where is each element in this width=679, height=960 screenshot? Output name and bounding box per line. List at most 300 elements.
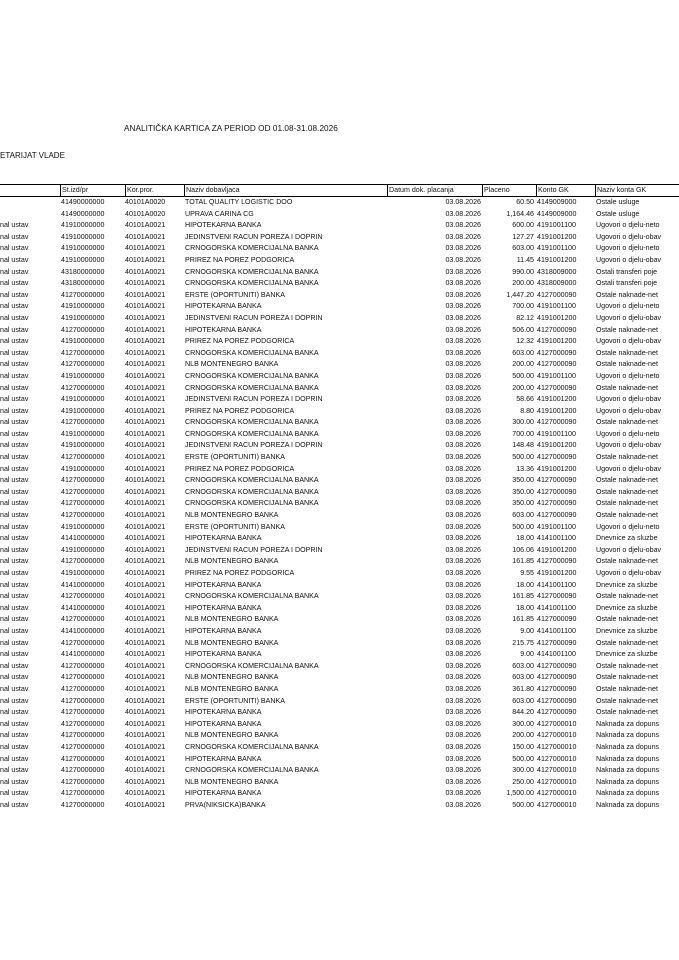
cell-korisnik-proracuna: 40101A0021	[125, 557, 166, 566]
cell-izvor-finansiranja: 41910000000	[61, 337, 105, 346]
cell-konto-gk: 4127000010	[537, 731, 577, 740]
cell-dobavljac-naziv: CRNOGORSKA KOMERCIJALNA BANKA	[185, 348, 319, 357]
cell-placeno-iznos: 13.36	[516, 464, 534, 473]
cell-naziv-konta-gk: Dnevnice za sluzbe	[596, 626, 658, 635]
cell-korisnik-proracuna: 40101A0021	[125, 777, 166, 786]
cell-dobavljac-naziv: PRIREZ NA POREZ PODGORICA	[185, 406, 295, 415]
cell-dobavljac-naziv: CRNOGORSKA KOMERCIJALNA BANKA	[185, 499, 319, 508]
cell-konto-gk: 4127000090	[537, 696, 577, 705]
cell-dobavljac-naziv: JEDINSTVENI RACUN POREZA I DOPRIN	[185, 395, 323, 404]
cell-placeno-iznos: 500.00	[512, 800, 534, 809]
cell-dobavljac-naziv: NLB MONTENEGRO BANKA	[185, 684, 279, 693]
cell-naziv-konta-gk: Ugovori o djelu-neto	[596, 522, 660, 531]
cell-dobavljac-naziv: NLB MONTENEGRO BANKA	[185, 638, 279, 647]
cell-placeno-iznos: 161.85	[512, 557, 534, 566]
cell-datum-placanja: 03.08.2026	[445, 522, 481, 531]
table-row	[0, 220, 679, 232]
cell-datum-placanja: 03.08.2026	[445, 673, 481, 682]
cell-datum-placanja: 03.08.2026	[445, 754, 481, 763]
cell-datum-placanja: 03.08.2026	[445, 499, 481, 508]
column-header-datum-placanja: Datum dok. placanja	[387, 185, 482, 196]
table-row	[0, 383, 679, 395]
cell-naziv-konta-gk: Ostale naknade-net	[596, 360, 658, 369]
cell-datum-placanja: 03.08.2026	[445, 580, 481, 589]
cell-row-label: nal ustav	[0, 557, 29, 566]
cell-dobavljac-naziv: NLB MONTENEGRO BANKA	[185, 615, 279, 624]
cell-korisnik-proracuna: 40101A0021	[125, 348, 166, 357]
cell-konto-gk: 4127000010	[537, 789, 577, 798]
cell-konto-gk: 4127000090	[537, 511, 577, 520]
table-row	[0, 556, 679, 568]
cell-korisnik-proracuna: 40101A0021	[125, 244, 166, 253]
cell-row-label: nal ustav	[0, 580, 29, 589]
cell-izvor-finansiranja: 41910000000	[61, 302, 105, 311]
cell-konto-gk: 4127000090	[537, 453, 577, 462]
cell-dobavljac-naziv: HIPOTEKARNA BANKA	[185, 302, 262, 311]
cell-row-label: nal ustav	[0, 742, 29, 751]
cell-dobavljac-naziv: NLB MONTENEGRO BANKA	[185, 673, 279, 682]
cell-placeno-iznos: 300.00	[512, 719, 534, 728]
cell-korisnik-proracuna: 40101A0020	[125, 209, 166, 218]
cell-korisnik-proracuna: 40101A0021	[125, 603, 166, 612]
cell-izvor-finansiranja: 41910000000	[61, 244, 105, 253]
cell-datum-placanja: 03.08.2026	[445, 290, 481, 299]
cell-placeno-iznos: 9.55	[520, 569, 534, 577]
column-header-korisnik-proracuna: Kor.pror.	[125, 185, 183, 196]
cell-row-label: nal ustav	[0, 650, 29, 659]
cell-row-label: nal ustav	[0, 348, 29, 357]
cell-naziv-konta-gk: Ugovori o djelu-obav	[596, 337, 662, 346]
cell-row-label: nal ustav	[0, 221, 29, 230]
cell-placeno-iznos: 82.12	[516, 313, 534, 322]
cell-konto-gk: 4127000090	[537, 684, 577, 693]
cell-placeno-iznos: 18.00	[516, 603, 534, 612]
cell-placeno-iznos: 200.00	[512, 360, 534, 369]
cell-row-label: nal ustav	[0, 511, 29, 520]
cell-konto-gk: 4127000090	[537, 592, 577, 601]
cell-korisnik-proracuna: 40101A0021	[125, 800, 166, 809]
cell-row-label: nal ustav	[0, 603, 29, 612]
table-row	[0, 603, 679, 615]
cell-naziv-konta-gk: Naknada za dopuns	[596, 754, 660, 763]
cell-naziv-konta-gk: Ostale naknade-net	[596, 290, 658, 299]
cell-konto-gk: 4191001100	[537, 429, 576, 438]
cell-placeno-iznos: 11.45	[516, 255, 534, 264]
cell-dobavljac-naziv: HIPOTEKARNA BANKA	[185, 580, 262, 589]
cell-dobavljac-naziv: HIPOTEKARNA BANKA	[185, 325, 262, 334]
cell-datum-placanja: 03.08.2026	[445, 511, 481, 520]
cell-naziv-konta-gk: Ostale naknade-net	[596, 499, 658, 508]
cell-dobavljac-naziv: CRNOGORSKA KOMERCIJALNA BANKA	[185, 418, 319, 427]
cell-konto-gk: 4127000090	[537, 661, 577, 670]
cell-konto-gk: 4127000090	[537, 290, 577, 299]
cell-placeno-iznos: 500.00	[512, 371, 534, 380]
cell-naziv-konta-gk: Ostale naknade-net	[596, 638, 658, 647]
column-header-placeno-iznos: Placeno	[482, 185, 535, 196]
cell-datum-placanja: 03.08.2026	[445, 453, 481, 462]
cell-izvor-finansiranja: 41910000000	[61, 522, 105, 531]
cell-datum-placanja: 03.08.2026	[445, 708, 481, 717]
table-row	[0, 661, 679, 673]
cell-datum-placanja: 03.08.2026	[445, 569, 481, 577]
cell-naziv-konta-gk: Ugovori o djelu-obav	[596, 406, 662, 415]
table-row	[0, 232, 679, 244]
cell-izvor-finansiranja: 41410000000	[61, 580, 105, 589]
cell-datum-placanja: 03.08.2026	[445, 557, 481, 566]
cell-naziv-konta-gk: Dnevnice za sluzbe	[596, 603, 658, 612]
table-row	[0, 325, 679, 337]
cell-placeno-iznos: 603.00	[512, 348, 534, 357]
cell-dobavljac-naziv: CRNOGORSKA KOMERCIJALNA BANKA	[185, 279, 319, 288]
cell-korisnik-proracuna: 40101A0021	[125, 476, 166, 485]
cell-korisnik-proracuna: 40101A0021	[125, 511, 166, 520]
cell-korisnik-proracuna: 40101A0021	[125, 302, 166, 311]
table-row	[0, 522, 679, 534]
cell-izvor-finansiranja: 41410000000	[61, 626, 105, 635]
table-row	[0, 371, 679, 383]
cell-datum-placanja: 03.08.2026	[445, 766, 481, 775]
cell-konto-gk: 4127000090	[537, 348, 577, 357]
cell-datum-placanja: 03.08.2026	[445, 383, 481, 392]
cell-konto-gk: 4191001200	[537, 395, 577, 404]
cell-konto-gk: 4127000010	[537, 719, 577, 728]
cell-datum-placanja: 03.08.2026	[445, 592, 481, 601]
cell-izvor-finansiranja: 41270000000	[61, 511, 105, 520]
cell-placeno-iznos: 148.48	[512, 441, 534, 450]
column-header-izvor-finansiranja: St.izd/pr	[60, 185, 124, 196]
cell-datum-placanja: 03.08.2026	[445, 371, 481, 380]
cell-dobavljac-naziv: CRNOGORSKA KOMERCIJALNA BANKA	[185, 244, 319, 253]
cell-izvor-finansiranja: 41910000000	[61, 441, 105, 450]
cell-row-label: nal ustav	[0, 673, 29, 682]
cell-naziv-konta-gk: Ostale naknade-net	[596, 383, 658, 392]
cell-placeno-iznos: 1,447.20	[506, 290, 534, 299]
cell-konto-gk: 4127000090	[537, 487, 577, 496]
cell-konto-gk: 4127000010	[537, 754, 577, 763]
cell-row-label: nal ustav	[0, 569, 29, 577]
cell-korisnik-proracuna: 40101A0021	[125, 255, 166, 264]
table-row	[0, 406, 679, 418]
table-row	[0, 696, 679, 708]
cell-naziv-konta-gk: Ostale naknade-net	[596, 476, 658, 485]
cell-konto-gk: 4191001200	[537, 255, 577, 264]
table-row	[0, 730, 679, 742]
table-row	[0, 267, 679, 279]
cell-placeno-iznos: 844.20	[512, 708, 534, 717]
cell-datum-placanja: 03.08.2026	[445, 302, 481, 311]
cell-row-label: nal ustav	[0, 267, 29, 276]
table-row	[0, 197, 679, 209]
cell-korisnik-proracuna: 40101A0021	[125, 661, 166, 670]
cell-placeno-iznos: 603.00	[512, 244, 534, 253]
cell-naziv-konta-gk: Ostale naknade-net	[596, 348, 658, 357]
cell-korisnik-proracuna: 40101A0021	[125, 418, 166, 427]
cell-dobavljac-naziv: NLB MONTENEGRO BANKA	[185, 511, 279, 520]
cell-row-label: nal ustav	[0, 708, 29, 717]
table-row	[0, 719, 679, 731]
table-row	[0, 707, 679, 719]
cell-naziv-konta-gk: Ostale naknade-net	[596, 325, 658, 334]
cell-dobavljac-naziv: HIPOTEKARNA BANKA	[185, 626, 262, 635]
cell-konto-gk: 4127000090	[537, 615, 577, 624]
cell-row-label: nal ustav	[0, 406, 29, 415]
cell-naziv-konta-gk: Naknada za dopuns	[596, 742, 660, 751]
column-header-dobavljac-naziv: Naziv dobavljaca	[184, 185, 386, 196]
cell-datum-placanja: 03.08.2026	[445, 325, 481, 334]
cell-datum-placanja: 03.08.2026	[445, 337, 481, 346]
cell-datum-placanja: 03.08.2026	[445, 441, 481, 450]
cell-row-label: nal ustav	[0, 615, 29, 624]
cell-konto-gk: 4127000090	[537, 638, 577, 647]
table-row	[0, 545, 679, 557]
table-row	[0, 452, 679, 464]
cell-izvor-finansiranja: 41910000000	[61, 569, 105, 577]
table-row	[0, 684, 679, 696]
cell-placeno-iznos: 9.00	[520, 650, 534, 659]
cell-datum-placanja: 03.08.2026	[445, 661, 481, 670]
cell-konto-gk: 4191001100	[537, 371, 576, 380]
cell-izvor-finansiranja: 41910000000	[61, 313, 105, 322]
table-row	[0, 742, 679, 754]
cell-korisnik-proracuna: 40101A0021	[125, 742, 166, 751]
cell-izvor-finansiranja: 41270000000	[61, 777, 105, 786]
cell-konto-gk: 4127000090	[537, 360, 577, 369]
table-header	[0, 184, 679, 197]
cell-row-label: nal ustav	[0, 337, 29, 346]
cell-izvor-finansiranja: 41270000000	[61, 742, 105, 751]
cell-izvor-finansiranja: 41270000000	[61, 290, 105, 299]
cell-korisnik-proracuna: 40101A0021	[125, 337, 166, 346]
table-row	[0, 800, 679, 812]
cell-naziv-konta-gk: Ostale naknade-net	[596, 696, 658, 705]
cell-naziv-konta-gk: Naknada za dopuns	[596, 719, 660, 728]
cell-row-label: nal ustav	[0, 429, 29, 438]
cell-row-label: nal ustav	[0, 383, 29, 392]
table-row	[0, 487, 679, 499]
cell-row-label: nal ustav	[0, 232, 29, 241]
cell-konto-gk: 4127000090	[537, 499, 577, 508]
cell-konto-gk: 4127000090	[537, 476, 577, 485]
cell-izvor-finansiranja: 41910000000	[61, 232, 105, 241]
cell-placeno-iznos: 500.00	[512, 522, 534, 531]
cell-dobavljac-naziv: ERSTE (OPORTUNITI) BANKA	[185, 453, 285, 462]
cell-placeno-iznos: 58.66	[516, 395, 534, 404]
cell-naziv-konta-gk: Ostale naknade-net	[596, 418, 658, 427]
cell-dobavljac-naziv: JEDINSTVENI RACUN POREZA I DOPRIN	[185, 232, 323, 241]
cell-dobavljac-naziv: NLB MONTENEGRO BANKA	[185, 777, 279, 786]
cell-naziv-konta-gk: Ugovori o djelu-obav	[596, 232, 662, 241]
cell-naziv-konta-gk: Ostali transferi poje	[596, 267, 658, 276]
cell-izvor-finansiranja: 41270000000	[61, 325, 105, 334]
cell-datum-placanja: 03.08.2026	[445, 429, 481, 438]
cell-datum-placanja: 03.08.2026	[445, 696, 481, 705]
cell-korisnik-proracuna: 40101A0021	[125, 754, 166, 763]
cell-placeno-iznos: 161.85	[512, 592, 534, 601]
cell-placeno-iznos: 603.00	[512, 511, 534, 520]
cell-datum-placanja: 03.08.2026	[445, 279, 481, 288]
cell-konto-gk: 4141001100	[537, 626, 576, 635]
cell-datum-placanja: 03.08.2026	[445, 244, 481, 253]
cell-korisnik-proracuna: 40101A0021	[125, 464, 166, 473]
cell-placeno-iznos: 150.00	[512, 742, 534, 751]
cell-korisnik-proracuna: 40101A0021	[125, 696, 166, 705]
cell-korisnik-proracuna: 40101A0021	[125, 499, 166, 508]
cell-naziv-konta-gk: Naknada za dopuns	[596, 731, 660, 740]
cell-naziv-konta-gk: Ugovori o djelu-obav	[596, 545, 662, 554]
cell-naziv-konta-gk: Ugovori o djelu-neto	[596, 302, 660, 311]
cell-konto-gk: 4149009000	[537, 209, 577, 218]
cell-dobavljac-naziv: CRNOGORSKA KOMERCIJALNA BANKA	[185, 661, 319, 670]
table-row	[0, 672, 679, 684]
cell-konto-gk: 4318009000	[537, 279, 577, 288]
cell-izvor-finansiranja: 41270000000	[61, 476, 105, 485]
cell-izvor-finansiranja: 41270000000	[61, 696, 105, 705]
cell-dobavljac-naziv: CRNOGORSKA KOMERCIJALNA BANKA	[185, 476, 319, 485]
cell-dobavljac-naziv: JEDINSTVENI RACUN POREZA I DOPRIN	[185, 545, 323, 554]
cell-izvor-finansiranja: 41270000000	[61, 418, 105, 427]
cell-korisnik-proracuna: 40101A0021	[125, 441, 166, 450]
cell-datum-placanja: 03.08.2026	[445, 603, 481, 612]
cell-konto-gk: 4191001200	[537, 441, 577, 450]
cell-row-label: nal ustav	[0, 754, 29, 763]
cell-datum-placanja: 03.08.2026	[445, 615, 481, 624]
cell-dobavljac-naziv: CRNOGORSKA KOMERCIJALNA BANKA	[185, 592, 319, 601]
cell-naziv-konta-gk: Ugovori o djelu-neto	[596, 429, 660, 438]
table-row	[0, 475, 679, 487]
cell-naziv-konta-gk: Ugovori o djelu-obav	[596, 464, 662, 473]
cell-konto-gk: 4191001200	[537, 313, 577, 322]
cell-placeno-iznos: 300.00	[512, 418, 534, 427]
cell-izvor-finansiranja: 41270000000	[61, 592, 105, 601]
cell-korisnik-proracuna: 40101A0021	[125, 395, 166, 404]
cell-konto-gk: 4141001100	[537, 603, 576, 612]
cell-dobavljac-naziv: NLB MONTENEGRO BANKA	[185, 557, 279, 566]
cell-placeno-iznos: 350.00	[512, 499, 534, 508]
transactions-table	[0, 184, 679, 811]
table-row	[0, 464, 679, 476]
table-row	[0, 278, 679, 290]
cell-dobavljac-naziv: CRNOGORSKA KOMERCIJALNA BANKA	[185, 487, 319, 496]
table-row	[0, 568, 679, 580]
cell-row-label: nal ustav	[0, 464, 29, 473]
cell-datum-placanja: 03.08.2026	[445, 742, 481, 751]
cell-row-label: nal ustav	[0, 279, 29, 288]
cell-izvor-finansiranja: 41490000000	[61, 209, 105, 218]
cell-naziv-konta-gk: Ostale usluge	[596, 209, 640, 218]
cell-dobavljac-naziv: HIPOTEKARNA BANKA	[185, 534, 262, 543]
cell-naziv-konta-gk: Ostale naknade-net	[596, 453, 658, 462]
cell-korisnik-proracuna: 40101A0021	[125, 731, 166, 740]
cell-dobavljac-naziv: HIPOTEKARNA BANKA	[185, 789, 262, 798]
table-row	[0, 313, 679, 325]
cell-dobavljac-naziv: HIPOTEKARNA BANKA	[185, 708, 262, 717]
cell-datum-placanja: 03.08.2026	[445, 626, 481, 635]
cell-konto-gk: 4127000090	[537, 383, 577, 392]
cell-placeno-iznos: 200.00	[512, 383, 534, 392]
cell-row-label: nal ustav	[0, 638, 29, 647]
cell-naziv-konta-gk: Ostale naknade-net	[596, 661, 658, 670]
cell-datum-placanja: 03.08.2026	[445, 221, 481, 230]
cell-row-label: nal ustav	[0, 476, 29, 485]
table-row	[0, 255, 679, 267]
cell-row-label: nal ustav	[0, 661, 29, 670]
cell-datum-placanja: 03.08.2026	[445, 777, 481, 786]
cell-izvor-finansiranja: 41910000000	[61, 255, 105, 264]
cell-dobavljac-naziv: NLB MONTENEGRO BANKA	[185, 731, 279, 740]
cell-izvor-finansiranja: 41270000000	[61, 487, 105, 496]
cell-placeno-iznos: 127.27	[512, 232, 534, 241]
cell-konto-gk: 4318009000	[537, 267, 577, 276]
cell-dobavljac-naziv: CRNOGORSKA KOMERCIJALNA BANKA	[185, 429, 319, 438]
cell-placeno-iznos: 700.00	[512, 302, 534, 311]
cell-izvor-finansiranja: 41270000000	[61, 661, 105, 670]
cell-korisnik-proracuna: 40101A0021	[125, 766, 166, 775]
cell-placeno-iznos: 350.00	[512, 476, 534, 485]
cell-izvor-finansiranja: 41270000000	[61, 789, 105, 798]
cell-placeno-iznos: 603.00	[512, 673, 534, 682]
cell-konto-gk: 4191001100	[537, 244, 576, 253]
cell-naziv-konta-gk: Dnevnice za sluzbe	[596, 534, 658, 543]
table-row	[0, 614, 679, 626]
cell-dobavljac-naziv: HIPOTEKARNA BANKA	[185, 603, 262, 612]
cell-konto-gk: 4191001200	[537, 232, 577, 241]
cell-naziv-konta-gk: Naknada za dopuns	[596, 766, 660, 775]
cell-row-label: nal ustav	[0, 255, 29, 264]
cell-placeno-iznos: 361.80	[512, 684, 534, 693]
cell-datum-placanja: 03.08.2026	[445, 684, 481, 693]
cell-izvor-finansiranja: 41270000000	[61, 557, 105, 566]
cell-row-label: nal ustav	[0, 395, 29, 404]
cell-placeno-iznos: 700.00	[512, 429, 534, 438]
cell-row-label: nal ustav	[0, 453, 29, 462]
cell-dobavljac-naziv: HIPOTEKARNA BANKA	[185, 650, 262, 659]
cell-dobavljac-naziv: PRIREZ NA POREZ PODGORICA	[185, 464, 295, 473]
cell-izvor-finansiranja: 41270000000	[61, 453, 105, 462]
cell-datum-placanja: 03.08.2026	[445, 406, 481, 415]
cell-korisnik-proracuna: 40101A0021	[125, 487, 166, 496]
cell-placeno-iznos: 603.00	[512, 696, 534, 705]
cell-izvor-finansiranja: 41410000000	[61, 603, 105, 612]
cell-datum-placanja: 03.08.2026	[445, 395, 481, 404]
cell-korisnik-proracuna: 40101A0021	[125, 267, 166, 276]
cell-datum-placanja: 03.08.2026	[445, 418, 481, 427]
cell-korisnik-proracuna: 40101A0021	[125, 684, 166, 693]
cell-korisnik-proracuna: 40101A0021	[125, 545, 166, 554]
table-row	[0, 765, 679, 777]
cell-korisnik-proracuna: 40101A0021	[125, 221, 166, 230]
cell-placeno-iznos: 500.00	[512, 453, 534, 462]
cell-korisnik-proracuna: 40101A0021	[125, 232, 166, 241]
cell-korisnik-proracuna: 40101A0021	[125, 534, 166, 543]
table-row	[0, 510, 679, 522]
cell-konto-gk: 4191001100	[537, 221, 576, 230]
cell-izvor-finansiranja: 41270000000	[61, 638, 105, 647]
table-row	[0, 359, 679, 371]
cell-izvor-finansiranja: 41270000000	[61, 348, 105, 357]
cell-naziv-konta-gk: Ostale naknade-net	[596, 557, 658, 566]
cell-datum-placanja: 03.08.2026	[445, 487, 481, 496]
cell-korisnik-proracuna: 40101A0021	[125, 592, 166, 601]
cell-dobavljac-naziv: CRNOGORSKA KOMERCIJALNA BANKA	[185, 742, 319, 751]
cell-placeno-iznos: 9.00	[520, 626, 534, 635]
cell-izvor-finansiranja: 41270000000	[61, 684, 105, 693]
table-row	[0, 301, 679, 313]
table-row	[0, 429, 679, 441]
cell-dobavljac-naziv: JEDINSTVENI RACUN POREZA I DOPRIN	[185, 313, 323, 322]
cell-placeno-iznos: 600.00	[512, 221, 534, 230]
cell-datum-placanja: 03.08.2026	[445, 534, 481, 543]
cell-datum-placanja: 03.08.2026	[445, 789, 481, 798]
